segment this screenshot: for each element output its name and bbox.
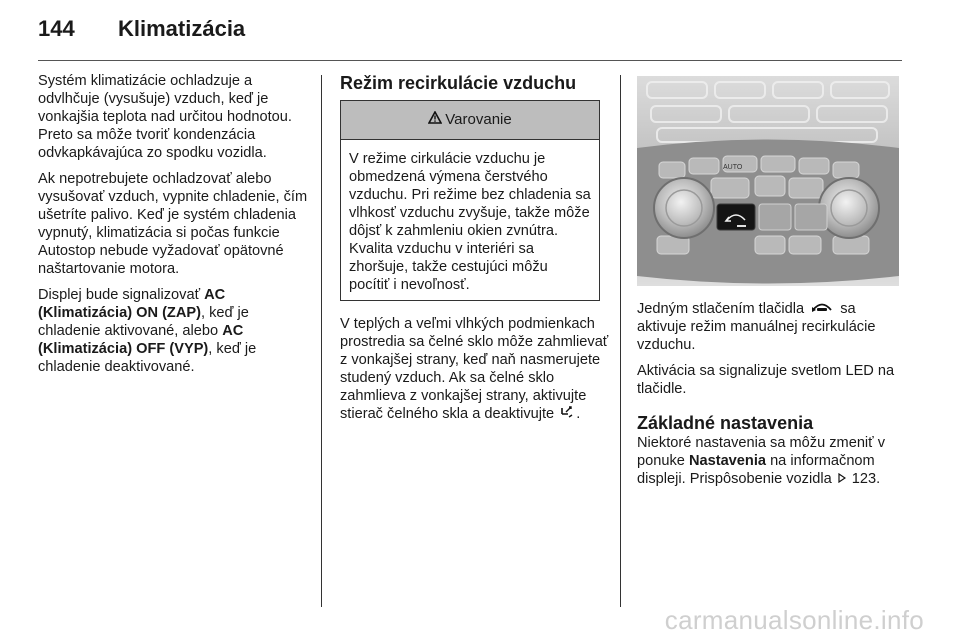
column-2 bbox=[340, 72, 616, 431]
page-title: Klimatizácia bbox=[118, 16, 246, 41]
text: Displej bude signalizovať bbox=[38, 287, 205, 303]
warning-triangle-icon bbox=[428, 111, 442, 129]
bold-term: AC (Klimatizácia) ON (ZAP) bbox=[38, 287, 226, 321]
page-number: 144 bbox=[38, 16, 75, 41]
bold-term: AC (Klimatizácia) OFF (VYP) bbox=[38, 323, 244, 357]
warning-text: V režime cirkulácie vzduchu je obmedzená výmena čerstvého vzduchu. Pri režime bez chladenia sa vlhkosť vzduchu zvyšuje, takže môže dôjsť k zahmleniu okien zvnútra. Kvalita vzduchu v interiéri sa zhoršuje, takže cestujúci môžu pocítiť i nevoľnosť. bbox=[349, 151, 591, 293]
warning-title: Varovanie bbox=[445, 111, 512, 128]
section-heading: Základné nastavenia bbox=[637, 413, 814, 434]
page-ref-arrow-icon bbox=[838, 470, 846, 488]
column-3 bbox=[637, 300, 907, 496]
column-divider bbox=[321, 75, 322, 607]
header-rule bbox=[38, 60, 902, 61]
text: . bbox=[576, 406, 581, 422]
text: V teplých a veľmi vlhkých podmienkach prostredia sa čelné sklo môže zahmlievať z vonkajšej strany, keď naň nasmerujete studený vzduch. Ak sa čelné sklo zahmlieva z vonkajšej strany, aktivujte stierač čelného skla a deaktivujte bbox=[340, 316, 609, 422]
paragraph: Aktivácia sa signalizuje svetlom LED na tlačidle. bbox=[637, 363, 895, 398]
warning-box bbox=[340, 100, 600, 301]
paragraph bbox=[38, 286, 310, 376]
paragraph bbox=[637, 300, 907, 354]
paragraph bbox=[340, 315, 616, 423]
paragraph: Systém klimatizácie ochladzuje a odvlhčuje (vysušuje) vzduch, keď je vonkajšia teplota nad určitou hodnotou. Preto sa môže tvoriť kondenzácia odvkapkávajúca zo spodku vozidla. bbox=[38, 73, 292, 161]
auto-button-label: AUTO bbox=[723, 164, 743, 171]
air-distribution-icon bbox=[560, 405, 574, 423]
column-1 bbox=[38, 72, 310, 384]
text: Jedným stlačením tlačidla bbox=[637, 301, 809, 317]
text: Niektoré nastavenia sa môžu zmeniť v ponuke bbox=[637, 435, 886, 470]
bold-term: Nastavenia bbox=[688, 453, 767, 470]
warning-header bbox=[341, 101, 599, 140]
column-divider bbox=[620, 75, 621, 607]
control-panel-photo bbox=[637, 76, 899, 286]
section-heading: Režim recirkulácie vzduchu bbox=[340, 73, 577, 93]
text: , keď je chladenie aktivované, alebo bbox=[38, 305, 249, 339]
text: na informačnom displeji. Prispôsobenie vozidla bbox=[637, 453, 875, 488]
page-reference[interactable]: 123. bbox=[847, 471, 881, 488]
text: sa aktivuje režim manuálnej recirkulácie vzduchu. bbox=[637, 301, 876, 354]
page-header bbox=[38, 16, 245, 46]
paragraph: Ak nepotrebujete ochladzovať alebo vysušovať vzduch, vypnite chladenie, čím ušetríte palivo. Keď je systém chladenia vypnutý, klimatizácia si počas funkcie Autostop nebude vyžadovať opätovné naštartovanie motora. bbox=[38, 171, 308, 277]
watermark: carmanualsonline.info bbox=[664, 605, 924, 635]
text: , keď je chladenie deaktivované. bbox=[38, 341, 257, 375]
paragraph bbox=[637, 434, 907, 488]
recirculation-icon bbox=[810, 300, 834, 318]
